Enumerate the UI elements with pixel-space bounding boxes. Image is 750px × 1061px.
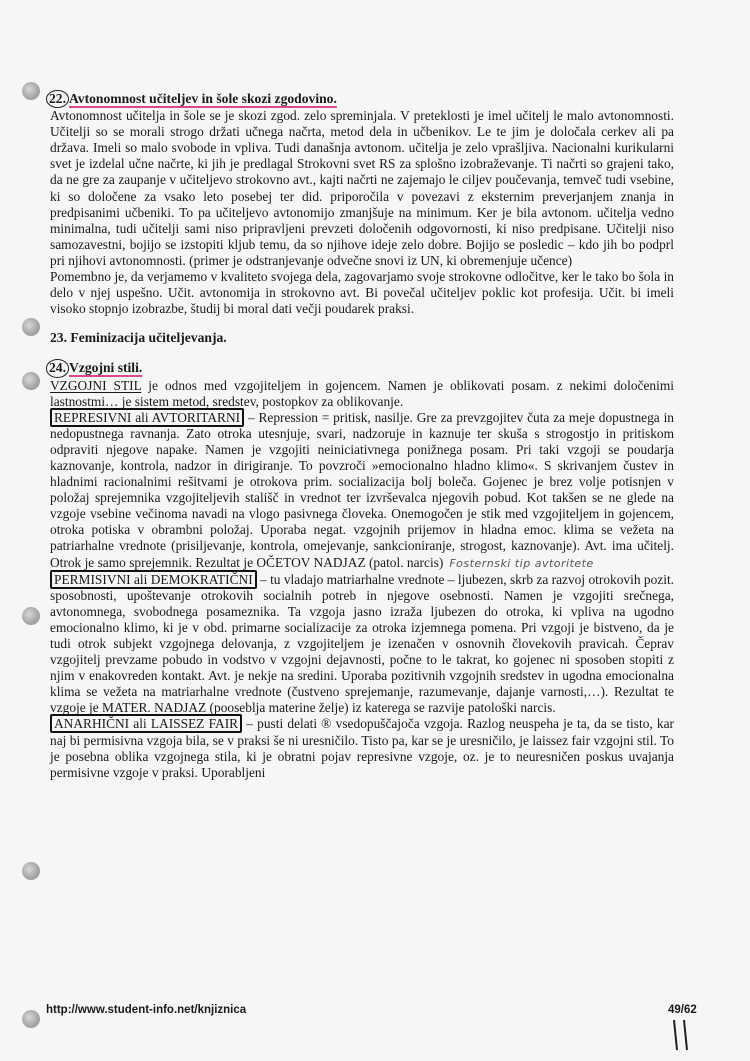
punch-hole bbox=[22, 862, 40, 880]
pen-scribble-icon bbox=[668, 1018, 698, 1052]
vzgojni-stil-paragraph: VZGOJNI STIL je odnos med vzgojiteljem in gojencem. Namen je oblikovati posam. z nekimi določenimi lastnostmi… je sistem metod, sredstev, postopkov za oblikovanje. bbox=[50, 377, 674, 409]
punch-hole bbox=[22, 1010, 40, 1028]
term-anarhicni: ANARHIČNI ali LAISSEZ FAIR bbox=[50, 714, 242, 733]
punch-hole bbox=[22, 318, 40, 336]
permisivni-paragraph: PERMISIVNI ali DEMOKRATIČNI – tu vladajo matriarhalne vrednote – ljubezen, skrb za razvoj otrokovih pozit. sposobnosti, upoštevanje otrokovih socialnih potreb in njegove osebnosti. Namen je vzgojiti srečnega, avtonomnega, svobodnega posameznika. Ta vzgoja jasno izraža ljubezen do otroka, ki vpliva na ugodno emocionalno klimo, ki je v obd. primarne socializacije za otroka izjemnega pomena. Pri vzgoji je bistveno, da je tudi otrok subjekt vzgojnega delovanja, z vzgojiteljem je izenačen v osnovnih človekovih pravicah. Čeprav vzgojitelj prevzame pobudo in vodstvo v vzgojni dejavnosti, počne to le takrat, ko gojenec ni sposoben stopiti z njim v enakovreden kontakt. Avt. je nekje na sredini. Uporaba pozitivnih vzgojnih sredstev in ugodna emocionalna klima se vežeta na matriarhalne vrednote (čustveno sprejemanje, razumevanje, dajanje varnosti,…). Rezultat te vzgoje je MATER. NADJAZ (pooseblja materine želje) iz katerega se razvije patološki narcis. bbox=[50, 571, 675, 716]
document-body bbox=[50, 90, 674, 781]
section-22-paragraph: Avtonomnost učitelja in šole se je skozi zgod. zelo spreminjala. V preteklosti je imel učitelj le malo avtonomnosti. Učitelji so se morali strogo držati učnega načrta, metod dela in učbenikov. Le te jim je določala cerkev ali pa država. Imeli so malo svobode in vpliva. Tudi današnja avtonom. učitelja je zelo vprašljiva. Nacionalni kurikularni svet je izdelal učne načrte, ki jih je predlagal Strokovni svet RS za splošno izobraževanje. Ti načrti so grajeni tako, da ne gre za zaupanje v učiteljevo strokovno avt., kajti načrti ne zajemajo le ciljev poučevanja, temveč tudi vsebine, ki so določene za vsako leto posebej ter did. priporočila v povezavi z eksternim preverjanjem znanja in predpisanimi učbeniki. To pa učiteljevo avtonomijo zmanjšuje na minimum. Ker je bila avtonom. učitelja vedno minimalna, tudi učitelji sami niso pripravljeni prevzeti določenih odgovornosti, ki niso predpisane. Učitelji niso samozavestni, bojijo se izstopiti kljub temu, da so njihove ideje zelo dobre. Bojijo se posledic – kdo jih bo podprl pri njihovi avtonomnosti. (primer je odstranjevanje odvečne snovi iz UN, ki obremenjuje učence) bbox=[50, 108, 674, 268]
section-22-paragraph: Pomembno je, da verjamemo v kvaliteto svojega dela, zagovarjamo svoje strokovne odločitve, ker le tako bo šola in delo v njej uspešno. Učit. avtonomija in strokovno avt. Bi povečal učiteljev poklic kot profesija. Učit. bi imeli visoko stopnjo izobrazbe, študij bi moral dati večji poudarek praksi. bbox=[50, 269, 674, 317]
punch-hole bbox=[22, 607, 40, 625]
anarhicni-paragraph: ANARHIČNI ali LAISSEZ FAIR – pusti delati ® vsedopuščajoča vzgoja. Razlog neuspeha je ta, da se tisto, kar naj bi permisivna vzgoja bila, se v praksi še ni uresničilo. Tisto pa, kar se je uresničilo, je laissez fair vzgojni stil. To je posebna oblika vzgojnega stila, ki je obratni pojav represivne vzgoje, oz. je to neuresničen poskus uvajanja permisivne vzgoje v praksi. Uporabljeni bbox=[50, 716, 675, 780]
footer-url: http://www.student-info.net/knjiznica bbox=[46, 1004, 247, 1016]
section-title: Avtonomnost učiteljev in šole skozi zgodovino. bbox=[69, 91, 337, 106]
handwritten-note: Fosternski tip avtoritete bbox=[449, 556, 594, 570]
page-number: 49/62 bbox=[668, 1004, 697, 1016]
term-vzgojni-stil: VZGOJNI STIL bbox=[50, 377, 142, 393]
section-number: 22. bbox=[46, 90, 69, 108]
section-24-heading bbox=[50, 359, 674, 377]
represivni-paragraph: REPRESIVNI ali AVTORITARNI – Repression = pritisk, nasilje. Gre za prevzgojitev čuta za meje dopustnega in nedopustnega ravnanja. Zato otroka utesnjuje, svari, nadzoruje in kaznuje ter skuša s strogostjo in pritiskom odpraviti njegove napake. Namen je vzgojiti neiniciativnega ponižnega posam. Pri taki vzgoji se poudarja kaznovanje, kontrola, nadzor in dirigiranje. To povzroči »emocionalno hladno klimo«. S skrivanjem čustev in hladnimi racionalnimi rešitvami je otrokova prim. socializacija bolj boleča. Gojenec je brez volje potisnjen v položaj sprejemnika vzgojiteljevih stališč in vrednot ter izvrševalca njegovih pobud. Kot takšen se ne glede na vzgoje vsebine večinoma navadi na vlogo pasivnega človeka. Onemogočen je stik med vzgojiteljem in gojencem, otroka potiska v obrambni položaj. Uporaba negat. vzgojnih prijemov in hladna emoc. klima se vežeta na patriarhalne vrednote (prisiljevanje, kontrola, omejevanje, sankcioniranje, strogost, kaznovanje). Avt. ima učitelj. Otrok je samo sprejemnik. Rezultat je OČETOV NADJAZ (patol. narcis) Fosternski tip avtoritete bbox=[50, 409, 674, 570]
punch-hole bbox=[22, 372, 40, 390]
punch-hole bbox=[22, 82, 40, 100]
section-22-heading bbox=[50, 90, 674, 108]
section-23-heading: 23. Feminizacija učiteljevanja. bbox=[50, 330, 227, 346]
section-number: 24. bbox=[46, 359, 69, 377]
term-permisivni: PERMISIVNI ali DEMOKRATIČNI bbox=[50, 570, 257, 589]
section-title: Vzgojni stili. bbox=[69, 360, 143, 376]
term-represivni: REPRESIVNI ali AVTORITARNI bbox=[50, 408, 244, 427]
